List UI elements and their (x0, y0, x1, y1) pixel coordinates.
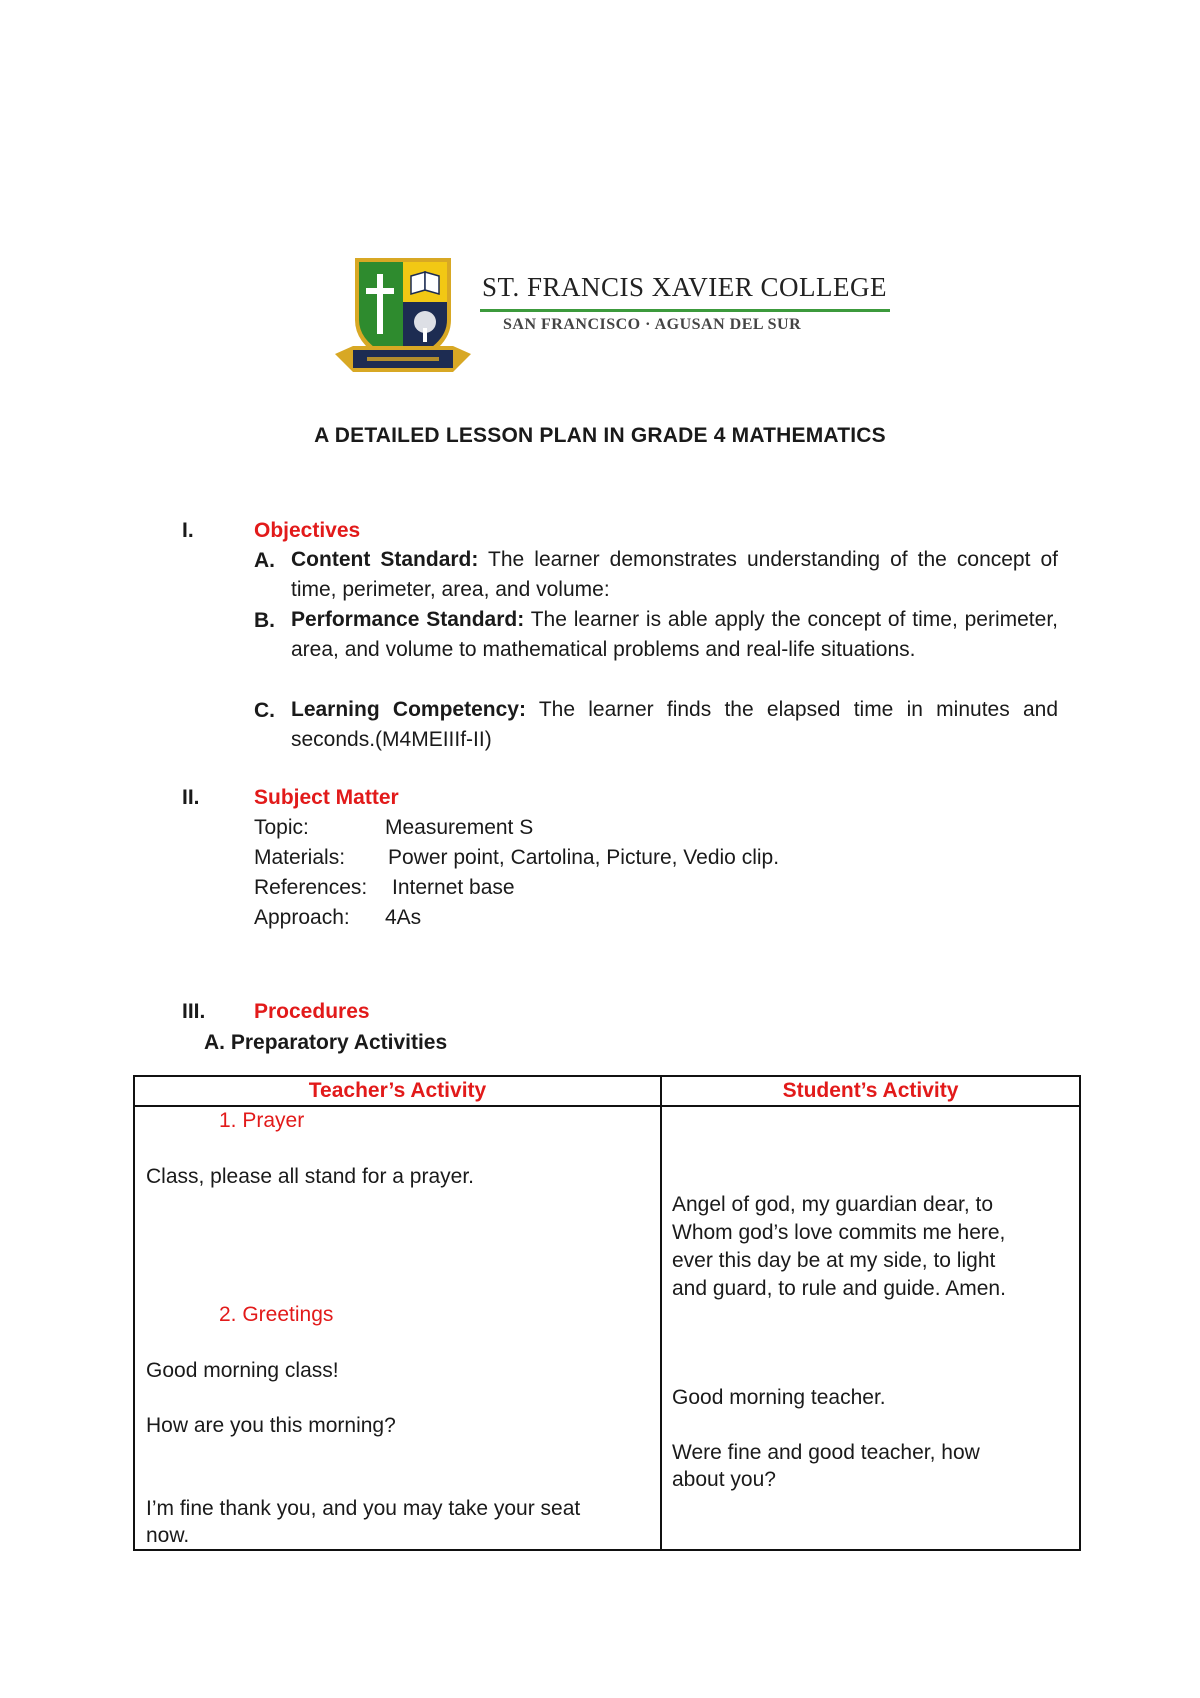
subject-matter-references (254, 876, 515, 900)
student-activity-header: Student’s Activity (782, 1079, 959, 1102)
section-number-objectives: I. (182, 519, 194, 542)
step-greetings: 2. Greetings (219, 1303, 334, 1326)
student-answer-line: about you? (672, 1468, 776, 1491)
objective-label: Learning Competency: (291, 698, 526, 721)
college-crest-logo (333, 250, 473, 380)
subject-matter-topic (254, 816, 534, 840)
section-number-procedures: III. (182, 1000, 206, 1023)
teacher-question: How are you this morning? (146, 1414, 396, 1437)
activity-table (133, 1075, 1081, 1551)
objective-performance-standard (291, 605, 1058, 665)
document-title: A DETAILED LESSON PLAN IN GRADE 4 MATHEMATICS (314, 424, 886, 447)
header-rule (480, 309, 890, 312)
objective-learning-competency (291, 695, 1058, 755)
student-greeting: Good morning teacher. (672, 1386, 886, 1409)
student-prayer-line: ever this day be at my side, to light (672, 1249, 996, 1272)
teacher-greeting: Good morning class! (146, 1359, 339, 1382)
objective-text: The learner finds the elapsed time in minutes and seconds.(M4MEIIIf-II) (291, 698, 1058, 751)
step-prayer: 1. Prayer (219, 1109, 305, 1132)
college-name: ST. FRANCIS XAVIER COLLEGE (482, 272, 888, 302)
subject-matter-approach (254, 906, 422, 930)
college-location: SAN FRANCISCO · AGUSAN DEL SUR (503, 316, 802, 333)
student-prayer-line: and guard, to rule and guide. Amen. (672, 1277, 1006, 1300)
objective-letter-a: A. (254, 549, 275, 572)
subject-matter-materials (254, 846, 780, 870)
row-label: Materials: (254, 846, 346, 869)
row-label: Approach: (254, 906, 350, 929)
teacher-reply-line: I’m fine thank you, and you may take your seat (146, 1497, 581, 1520)
objective-letter-b: B. (254, 609, 275, 632)
preparatory-activities-heading: A. Preparatory Activities (204, 1031, 448, 1054)
row-value: Measurement S (385, 816, 534, 839)
student-answer-line: Were fine and good teacher, how (672, 1441, 980, 1464)
row-value: Internet base (392, 876, 515, 899)
college-header (333, 250, 893, 380)
student-prayer-line: Whom god’s love commits me here, (672, 1221, 1006, 1244)
section-title-subject-matter: Subject Matter (254, 786, 399, 809)
objective-text: The learner demonstrates understanding of the concept of time, perimeter, area, and volume: (291, 548, 1058, 601)
objective-letter-c: C. (254, 699, 275, 722)
objective-text: The learner is able apply the concept of time, perimeter, area, and volume to mathematical problems and real-life situations. (291, 608, 1058, 661)
section-title-objectives: Objectives (254, 519, 361, 542)
section-title-procedures: Procedures (254, 1000, 370, 1023)
student-prayer-line: Angel of god, my guardian dear, to (672, 1193, 994, 1216)
section-number-subject-matter: II. (182, 786, 200, 809)
table-column-divider (660, 1077, 662, 1549)
objective-content-standard (291, 545, 1058, 605)
row-label: References: (254, 876, 368, 899)
objective-label: Content Standard: (291, 548, 479, 571)
row-value: Power point, Cartolina, Picture, Vedio clip. (388, 846, 780, 869)
objective-label: Performance Standard: (291, 608, 525, 631)
teacher-prayer-call: Class, please all stand for a prayer. (146, 1165, 475, 1188)
teacher-activity-header: Teacher’s Activity (308, 1079, 487, 1102)
teacher-reply-line: now. (146, 1524, 190, 1547)
row-label: Topic: (254, 816, 309, 839)
row-value: 4As (385, 906, 422, 929)
